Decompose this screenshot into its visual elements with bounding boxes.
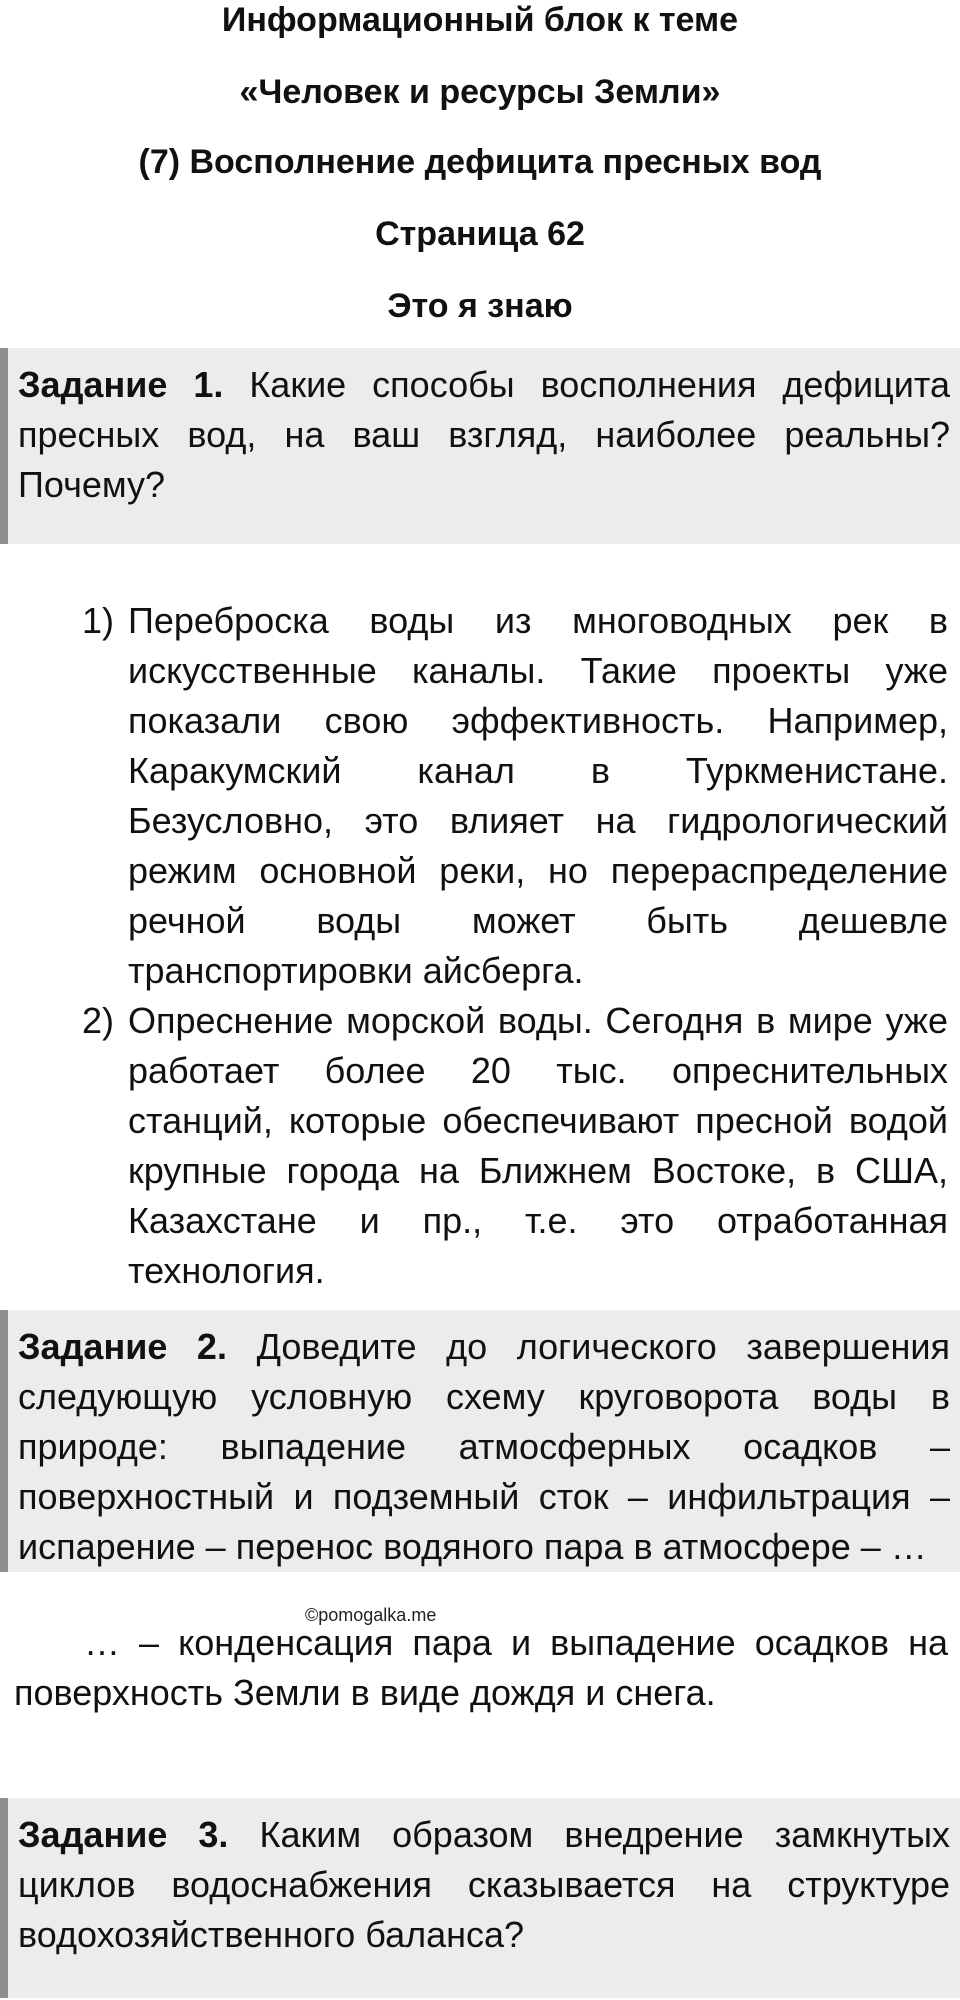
task-2-text: Доведите до логического завершения следующую условную схему круговорота воды в природе: выпадение атмосферных осадков – поверхностный и подземный сток – инфильтрация – испарение – перенос водяного пара в атмосфере – … (18, 1326, 950, 1567)
topic-heading: Информационный блок к теме (221, 1, 739, 39)
task-3-label: Задание 3. (18, 1814, 229, 1855)
section-title: (7) Восполнение дефицита пресных вод (138, 143, 822, 181)
task-3-text: Каким образом внедрение замкнутых циклов водоснабжения сказывается на структуре водохозяйственного баланса? (18, 1814, 950, 1955)
task-1-label: Задание 1. (18, 364, 224, 405)
task-1-answer-list (82, 596, 948, 1296)
list-item-number: 1) (82, 600, 115, 641)
watermark: ©pomogalka.me (305, 1605, 437, 1625)
task-1-block (0, 348, 960, 544)
task-2-answer: … – конденсация пара и выпадение осадков на поверхность Земли в виде дождя и снега. (14, 1622, 948, 1713)
task-3-block (0, 1798, 960, 1998)
subsection-heading: Это я знаю (387, 287, 573, 325)
task-1-text: Какие способы восполнения дефицита пресных вод, на ваш взгляд, наиболее реальны? Почему? (18, 364, 950, 505)
topic-title: «Человек и ресурсы Земли» (239, 73, 721, 111)
list-item-number: 2) (82, 1000, 115, 1041)
page-number-heading: Страница 62 (375, 215, 585, 253)
list-item (82, 996, 948, 1296)
task-2-block (0, 1310, 960, 1572)
list-item-text: Переброска воды из многоводных рек в искусственные каналы. Такие проекты уже показали свою эффективность. Например, Каракумский канал в Туркменистане. Безусловно, это влияет на гидрологический режим основной реки, но перераспределение речной воды может быть дешевле транспортировки айсберга. (128, 600, 948, 991)
list-item (82, 596, 948, 996)
task-2-label: Задание 2. (18, 1326, 227, 1367)
list-item-text: Опреснение морской воды. Сегодня в мире уже работает более 20 тыс. опреснительных станций, которые обеспечивают пресной водой крупные города на Ближнем Востоке, в США, Казахстане и пр., т.е. это отработанная технология. (128, 1000, 948, 1291)
